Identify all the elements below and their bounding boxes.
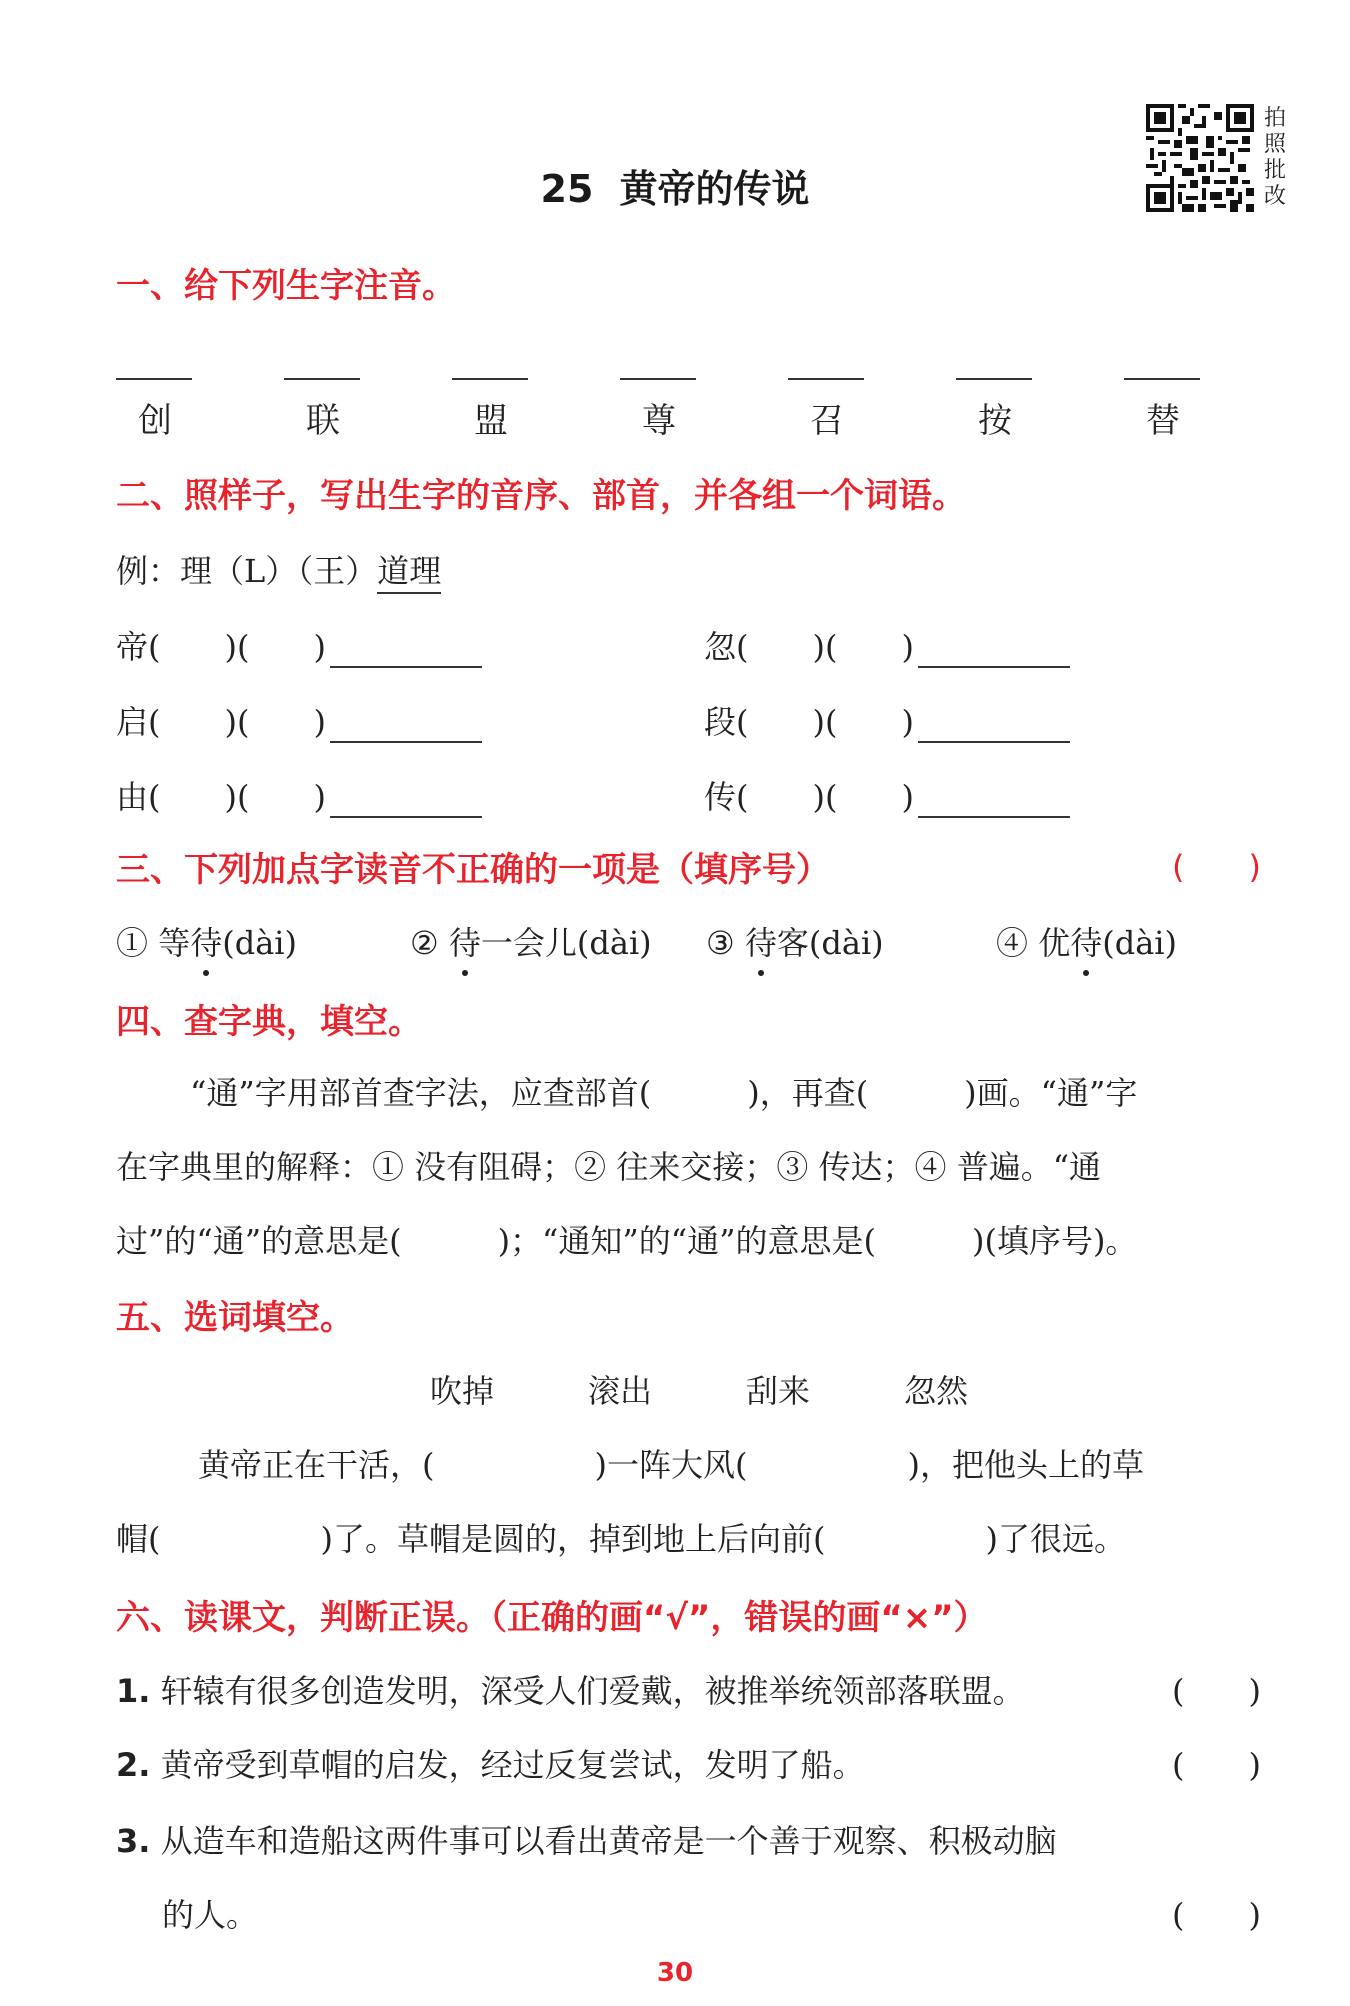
lesson-number: 25 [540, 167, 594, 211]
dotted-char: 待 [1070, 918, 1102, 964]
answer-line[interactable] [330, 638, 482, 668]
word-choice: 忽然 [904, 1372, 969, 1410]
answer-line[interactable] [918, 788, 1070, 818]
row-char: 由 [116, 778, 149, 816]
section-1-heading: 一、给下列生字注音。 [116, 266, 456, 306]
answer-line[interactable] [330, 713, 482, 743]
lesson-title: 黄帝的传说 [619, 167, 810, 211]
paragraph-line: “通”字用部首查字法，应查部首( )，再查( )画。“通”字 [190, 1074, 1138, 1112]
pinyin-line[interactable] [788, 378, 864, 380]
row-slots[interactable]: ( )( ) [736, 703, 914, 741]
option-1: ① 等待(dài) [116, 918, 297, 964]
dotted-char: 待 [745, 918, 777, 964]
word-choice: 滚出 [588, 1372, 653, 1410]
judge-paren[interactable]: ( ) [1172, 1746, 1261, 1784]
pinyin-line[interactable] [284, 378, 360, 380]
pinyin-line[interactable] [452, 378, 528, 380]
row-left [116, 622, 482, 668]
judge-item: 2. 黄帝受到草帽的启发，经过反复尝试，发明了船。 [116, 1746, 865, 1784]
pinyin-line[interactable] [956, 378, 1032, 380]
example-word: 道理 [377, 552, 441, 594]
judge-paren[interactable]: ( ) [1172, 1896, 1261, 1934]
row-right [704, 772, 1070, 818]
row-char: 段 [704, 703, 737, 741]
row-slots[interactable]: ( )( ) [736, 628, 914, 666]
dotted-char: 待 [449, 918, 481, 964]
example-prefix: 例：理（L）（王） [116, 552, 378, 590]
qr-code-icon[interactable] [1146, 104, 1254, 212]
paragraph-line: 过”的“通”的意思是( )；“通知”的“通”的意思是( )(填序号)。 [116, 1222, 1138, 1260]
option-2: ② 待一会儿(dài) [410, 918, 652, 964]
example-line [116, 546, 441, 592]
word-choice: 刮来 [746, 1372, 811, 1410]
row-left [116, 697, 482, 743]
row-right [704, 697, 1070, 743]
char-item: 召 [810, 401, 844, 441]
judge-item: 1. 轩辕有很多创造发明，深受人们爱戴，被推举统领部落联盟。 [116, 1672, 1025, 1710]
answer-paren[interactable]: ( ) [1172, 848, 1261, 886]
pinyin-line[interactable] [1124, 378, 1200, 380]
answer-line[interactable] [918, 638, 1070, 668]
section-6-heading: 六、读课文，判断正误。（正确的画“√”，错误的画“×”） [116, 1598, 988, 1638]
char-item: 尊 [642, 401, 676, 441]
answer-line[interactable] [330, 788, 482, 818]
section-4-heading: 四、查字典，填空。 [116, 1002, 422, 1042]
row-char: 帝 [116, 628, 149, 666]
char-item: 联 [306, 401, 340, 441]
judge-item-cont: 的人。 [162, 1896, 259, 1934]
qr-label: 拍照批改 [1264, 106, 1287, 209]
char-item: 盟 [474, 401, 508, 441]
paragraph-line: 在字典里的解释：① 没有阻碍；② 往来交接；③ 传达；④ 普遍。“通 [116, 1148, 1102, 1186]
section-2-heading: 二、照样子，写出生字的音序、部首，并各组一个词语。 [116, 476, 966, 516]
row-slots[interactable]: ( )( ) [148, 778, 326, 816]
judge-paren[interactable]: ( ) [1172, 1672, 1261, 1710]
char-item: 创 [138, 401, 172, 441]
char-item: 按 [978, 401, 1012, 441]
row-char: 传 [704, 778, 737, 816]
pinyin-line[interactable] [116, 378, 192, 380]
row-char: 启 [116, 703, 149, 741]
pinyin-line[interactable] [620, 378, 696, 380]
section-5-heading: 五、选词填空。 [116, 1298, 354, 1338]
option-3: ③ 待客(dài) [706, 918, 884, 964]
judge-item: 3. 从造车和造船这两件事可以看出黄帝是一个善于观察、积极动脑 [116, 1822, 1057, 1860]
row-right [704, 622, 1070, 668]
paragraph-line: 黄帝正在干活，( )一阵大风( )，把他头上的草 [198, 1446, 1144, 1484]
row-left [116, 772, 482, 818]
row-slots[interactable]: ( )( ) [736, 778, 914, 816]
dotted-char: 待 [190, 918, 222, 964]
section-3-heading: 三、下列加点字读音不正确的一项是（填序号） [116, 850, 830, 890]
answer-line[interactable] [918, 713, 1070, 743]
row-slots[interactable]: ( )( ) [148, 703, 326, 741]
row-slots[interactable]: ( )( ) [148, 628, 326, 666]
option-4: ④ 优待(dài) [996, 918, 1177, 964]
row-char: 忽 [704, 628, 737, 666]
word-choice: 吹掉 [430, 1372, 495, 1410]
paragraph-line: 帽( )了。草帽是圆的，掉到地上后向前( )了很远。 [116, 1520, 1126, 1558]
page-number: 30 [656, 1958, 694, 1988]
char-item: 替 [1146, 401, 1180, 441]
